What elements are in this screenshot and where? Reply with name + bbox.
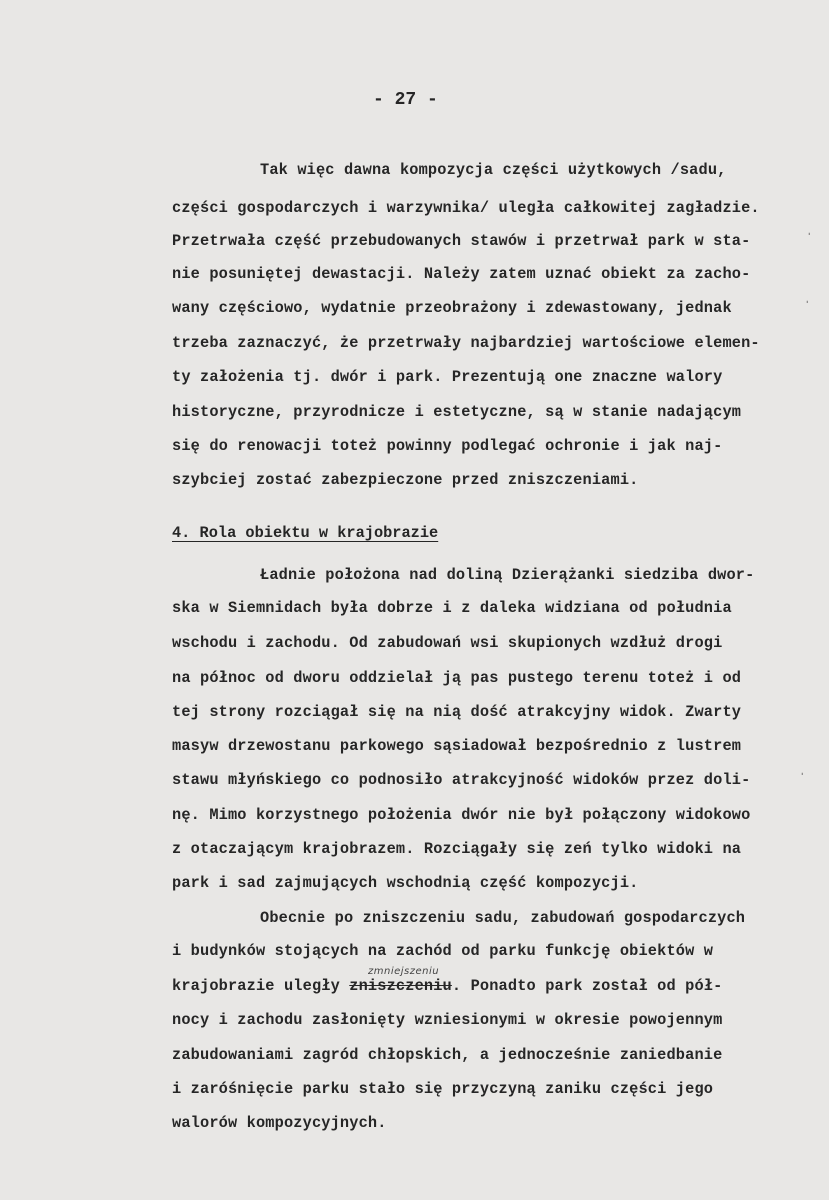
text-line: Przetrwała część przebudowanych stawów i przetrwał park w sta- [172,232,751,250]
text-line: ska w Siemnidach była dobrze i z daleka widziana od południa [172,599,732,617]
text-line: historyczne, przyrodnicze i estetyczne, są w stanie nadającym [172,403,742,421]
text-line: i budynków stojących na zachód od parku funkcję obiektów w [172,942,714,960]
text-line: zabudowaniami zagród chłopskich, a jednocześnie zaniedbanie [172,1046,723,1064]
text-line: wschodu i zachodu. Od zabudowań wsi skupionych wzdłuż drogi [172,634,723,652]
text-line: tej strony rozciągał się na nią dość atrakcyjny widok. Zwarty [172,703,742,721]
text-line: się do renowacji toteż powinny podlegać ochronie i jak naj- [172,437,723,455]
page-number: - 27 - [373,90,438,110]
text-line: stawu młyńskiego co podnosiło atrakcyjność widoków przez doli- [172,771,751,789]
text-line: na północ od dworu oddzielał ją pas pustego terenu toteż i od [172,669,742,687]
text-line: nie posuniętej dewastacji. Należy zatem uznać obiekt za zacho- [172,265,751,283]
section-heading: 4. Rola obiektu w krajobrazie [172,524,439,542]
text-line: Ładnie położona nad doliną Dzierążanki siedziba dwor- [260,566,755,584]
text-line-with-correction [172,976,722,996]
text-line: nę. Mimo korzystnego położenia dwór nie był połączony widokowo [172,806,751,824]
text-line: masyw drzewostanu parkowego sąsiadował bezpośrednio z lustrem [172,737,742,755]
text-line: park i sad zajmujących wschodnią część kompozycji. [172,874,639,892]
text-line: Tak więc dawna kompozycja części użytkowych /sadu, [260,161,727,179]
text-line: z otaczającym krajobrazem. Rozciągały się zeń tylko widoki na [172,840,742,858]
text-line: ty założenia tj. dwór i park. Prezentują one znaczne walory [172,368,723,386]
margin-mark: ˈ [805,232,814,248]
handwritten-correction: zmniejszeniu [368,966,440,977]
text-segment: . Ponadto park został od pół- [451,977,723,995]
text-line: walorów kompozycyjnych. [172,1114,387,1132]
margin-mark: ˈ [803,300,812,316]
text-line: Obecnie po zniszczeniu sadu, zabudowań gospodarczych [260,909,746,927]
text-line: nocy i zachodu zasłonięty wzniesionymi w okresie powojennym [172,1011,723,1029]
text-line: części gospodarczych i warzywnika/ uległa całkowitej zagładzie. [172,199,760,217]
margin-mark: ˈ [798,772,807,788]
text-line: szybciej zostać zabezpieczone przed zniszczeniami. [172,471,639,489]
text-line: trzeba zaznaczyć, że przetrwały najbardziej wartościowe elemen- [172,334,760,352]
text-line: wany częściowo, wydatnie przeobrażony i zdewastowany, jednak [172,299,732,317]
struck-word: zniszczeniu [349,977,452,995]
text-segment: krajobrazie uległy [172,977,350,995]
text-line: i zaróśnięcie parku stało się przyczyną zaniku części jego [172,1080,714,1098]
